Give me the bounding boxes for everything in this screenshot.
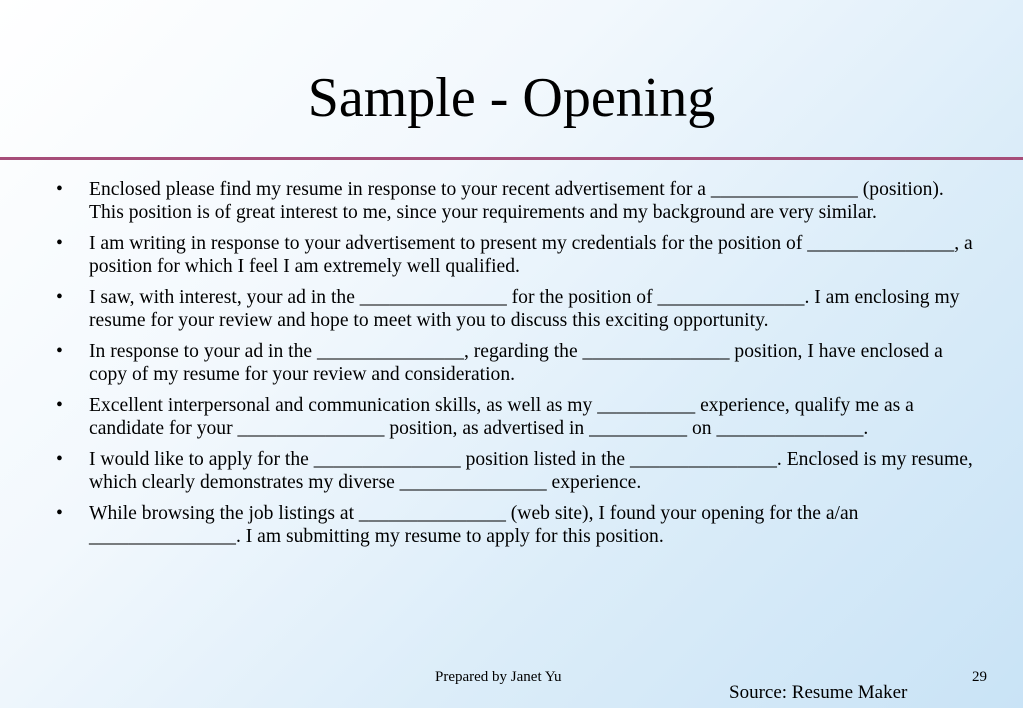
bullet-text: In response to your ad in the _______________, regarding the _______________ position, I have enclosed a copy of my resume for your review and consideration.	[89, 341, 943, 385]
source-credit: Source: Resume Maker	[729, 682, 908, 703]
bullet-icon: •	[56, 395, 63, 416]
page-number: 29	[972, 669, 987, 685]
bullet-item	[50, 394, 980, 440]
bullet-text: Excellent interpersonal and communication skills, as well as my __________ experience, qualify me as a candidate for your _______________ position, as advertised in __________ on _______________.	[89, 395, 914, 439]
bullet-icon: •	[56, 233, 63, 254]
bullet-item	[50, 286, 980, 332]
footer-author: Prepared by Janet Yu	[435, 669, 562, 685]
bullet-icon: •	[56, 503, 63, 524]
bullet-item	[50, 340, 980, 386]
bullet-item	[50, 502, 980, 548]
bullet-icon: •	[56, 179, 63, 200]
bullet-list	[50, 178, 980, 556]
bullet-icon: •	[56, 287, 63, 308]
bullet-icon: •	[56, 449, 63, 470]
title-divider	[0, 157, 1023, 160]
bullet-text: I am writing in response to your advertisement to present my credentials for the position of _______________, a position for which I feel I am extremely well qualified.	[89, 233, 973, 277]
bullet-text: I would like to apply for the _______________ position listed in the _______________. Enclosed is my resume, which clearly demonstrates my diverse _______________ experience.	[89, 449, 973, 493]
slide-title: Sample - Opening	[307, 67, 716, 129]
bullet-icon: •	[56, 341, 63, 362]
bullet-text: I saw, with interest, your ad in the _______________ for the position of _______________. I am enclosing my resume for your review and hope to meet with you to discuss this exciting opportunity.	[89, 287, 960, 331]
bullet-item	[50, 232, 980, 278]
bullet-item	[50, 178, 980, 224]
bullet-item	[50, 448, 980, 494]
bullet-text: While browsing the job listings at _______________ (web site), I found your opening for the a/an _______________. I am submitting my resume to apply for this position.	[89, 503, 859, 547]
bullet-text: Enclosed please find my resume in response to your recent advertisement for a _______________ (position). This position is of great interest to me, since your requirements and my background are very similar.	[89, 179, 944, 223]
